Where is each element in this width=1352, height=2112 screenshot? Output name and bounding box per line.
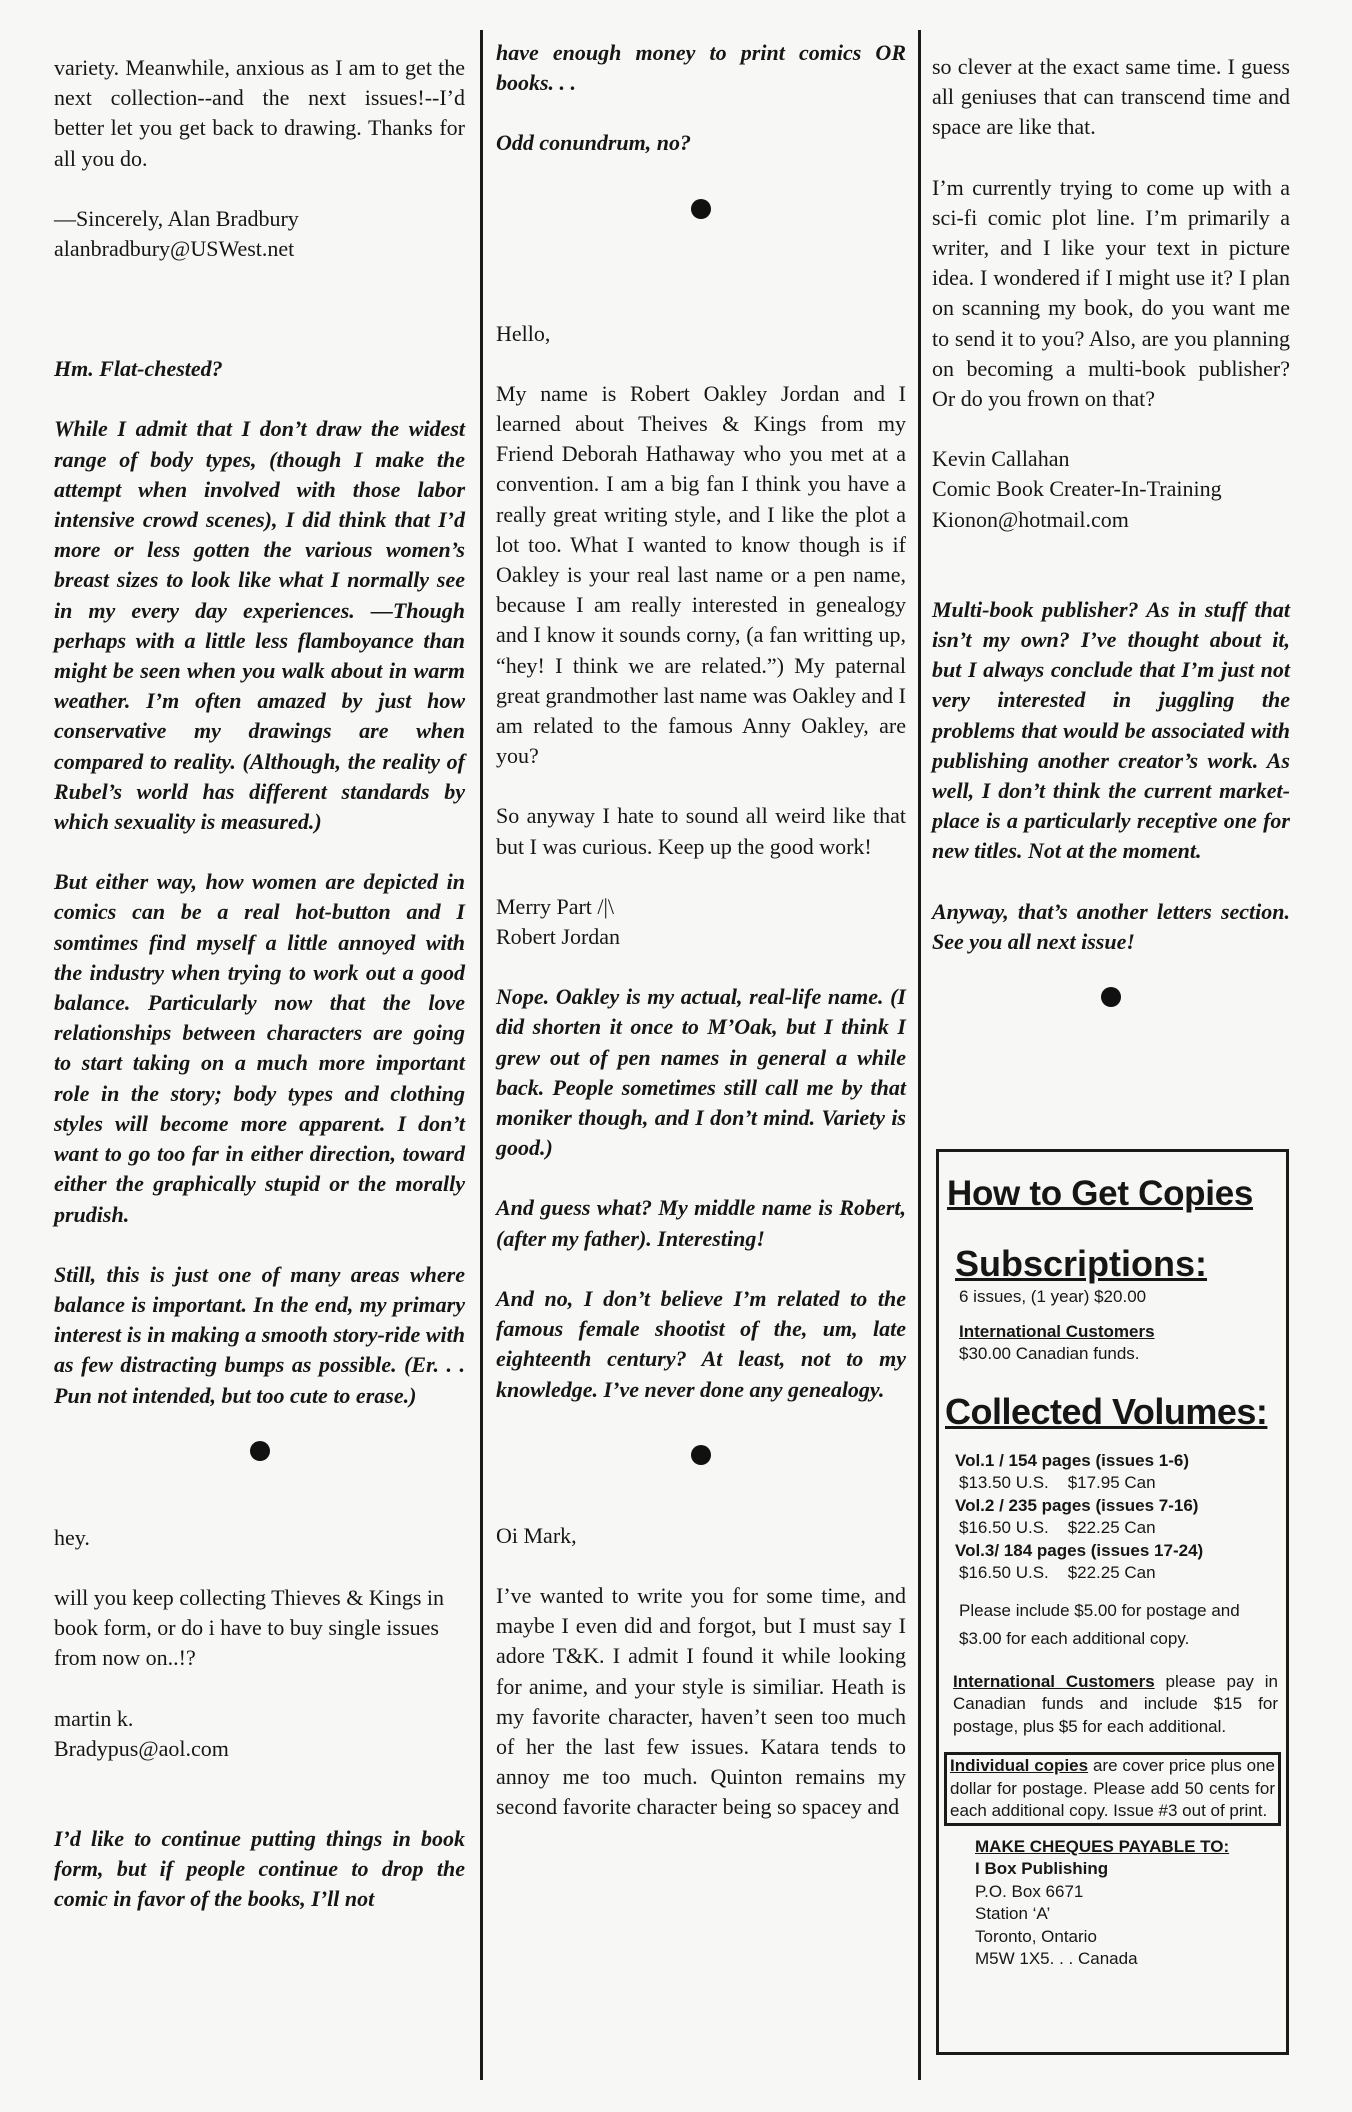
reply-text: have enough money to print comics OR books. . . <box>496 40 906 96</box>
letter-email: Bradypus@aol.com <box>54 1735 229 1761</box>
section-bullet <box>691 1445 711 1465</box>
subscriptions-heading: Subscriptions: <box>955 1243 1208 1284</box>
letter-signature: —Sincerely, Alan Bradbury <box>54 205 299 231</box>
letter-email: Kionon@hotmail.com <box>932 506 1129 532</box>
reply-text: And guess what? My middle name is Robert, (after my father). Interesting! <box>496 1195 906 1251</box>
postage-line: Please include $5.00 for postage and <box>959 1600 1240 1620</box>
column-1 <box>54 53 465 1945</box>
volume-title: Vol.1 / 154 pages (issues 1-6) <box>955 1450 1190 1470</box>
volume-price-us: $16.50 U.S. <box>959 1518 1049 1537</box>
cheques-heading: MAKE CHEQUES PAYABLE TO: <box>975 1836 1230 1856</box>
cheque-address <box>975 1836 1278 1971</box>
intl-price: $30.00 Canadian funds. <box>959 1344 1140 1363</box>
letter-signature-title: Comic Book Creater-In-Training <box>932 476 1222 502</box>
column-divider-left <box>480 30 483 2080</box>
reply-text: I’d like to continue putting things in book form, but if people continue to drop the comic in favor of the books, I’ll not <box>54 1825 465 1912</box>
letter-text: So anyway I hate to sound all weird like that but I was curious. Keep up the good work! <box>496 803 906 859</box>
reply-text: But either way, how women are depicted in comics can be a real hot-button and I somtimes find myself a little annoyed with the industry when trying to work out a good balance. Particularly now that the love relationships between characters are going to start taking on a much more important role in the story; body types and clothing styles will become more apparent. I don’t want to go too far in either direction, toward either the graphically stupid or the morally prudish. <box>54 869 465 1227</box>
reply-text: Still, this is just one of many areas where balance is important. In the end, my primary interest is in making a smooth story-ride with as few distracting bumps as possible. (Er. . . Pun not intended, but too cute to erase.) <box>54 1261 465 1408</box>
section-bullet <box>1101 987 1121 1007</box>
reply-text: Multi-book publisher? As in stuff that isn’t my own? I’ve thought about it, but I always conclude that I’m just not very interested in juggling the problems that would be associated with publishing another creator’s work. As well, I don’t think the current market-place is a particularly receptive one for new titles. Not at the moment. <box>932 596 1290 864</box>
volume-price-can: $22.25 Can <box>1067 1518 1156 1537</box>
reply-text: Hm. Flat-chested? <box>54 356 223 382</box>
section-bullet <box>250 1441 270 1461</box>
letter-signature: martin k. <box>54 1705 134 1731</box>
letter-email: alanbradbury@USWest.net <box>54 236 295 262</box>
letter-text: I’ve wanted to write you for some time, and maybe I even did and forgot, but I must say I adore T&K. I admit I found it while looking for anime, and your style is similiar. Heath is my favorite character, haven’t seen too much of her the last few issues. Katara tends to annoy me too much. Quinton remains my second favorite character being so spacey and <box>496 1582 906 1820</box>
letter-signature: Robert Jordan <box>496 924 621 950</box>
intl-customers-label: International Customers <box>959 1321 1155 1341</box>
letter-text: My name is Robert Oakley Jordan and I learned about Theives & Kings from my Friend Deborah Hathaway who you met at a convention. I am a big fan I think you have a really great writing style, and I like the plot a lot too. What I wanted to know though is if Oakley is your real last name or a pen name, because I am really interested in genealogy and I know it sounds corny, (a fan writting up, “hey! I think we are related.”) My paternal great grandmother last name was Oakley and I am related to the famous Anny Oakley, are you? <box>496 380 906 769</box>
how-to-get-copies-box <box>936 1149 1289 2055</box>
subscription-price: 6 issues, (1 year) $20.00 <box>959 1287 1147 1306</box>
address-line: M5W 1X5. . . Canada <box>975 1949 1138 1968</box>
letter-signature: Kevin Callahan <box>932 446 1070 472</box>
reply-text: Odd conundrum, no? <box>496 130 692 156</box>
volume-price-can: $22.25 Can <box>1067 1563 1156 1582</box>
postage-line: $3.00 for each additional copy. <box>959 1628 1190 1648</box>
intl-postage-note <box>953 1671 1278 1739</box>
reply-text: While I admit that I don’t draw the widest range of body types, (though I make the attempt when involved with those labor intensive crowd scenes), I did think that I’d more or less gotten the various women’s breast sizes to look like what I normally see in my every day experiences. —Though perhaps with a little less flamboyance than might be seen when you walk about in warm weather. I’m often amazed by just how conservative my drawings are when compared to reality. (Although, the reality of Rubel’s world has different standards by which sexuality is measured.) <box>54 416 465 835</box>
section-bullet <box>691 199 711 219</box>
reply-text: Anyway, that’s another letters section. See you all next issue! <box>932 898 1290 954</box>
column-2 <box>496 38 906 1853</box>
letter-closing: Merry Part /|\ <box>496 893 615 919</box>
volume-title: Vol.2 / 235 pages (issues 7-16) <box>955 1495 1199 1515</box>
intl-postage-text: please pay in Canadian funds and include $15 for postage, plus $5 for each additional. <box>953 1671 1278 1736</box>
individual-copies-box <box>944 1752 1281 1826</box>
letter-text: variety. Meanwhile, anxious as I am to get the next collection--and the next issues!--I’d better let you get back to drawing. Thanks for all you do. <box>54 55 465 171</box>
column-divider-right <box>918 30 921 2080</box>
reply-text: And no, I don’t believe I’m related to the famous female shootist of the, um, late eighteenth century? At least, not to my knowledge. I’ve never done any genealogy. <box>496 1285 906 1402</box>
letter-text: I’m currently trying to come up with a sci-fi comic plot line. I’m primarily a writer, and I like your text in picture idea. I wondered if I might use it? I plan on scanning my book, do you want me to send it to you? Also, are you planning on becoming a multi-book publisher? Or do you frown on that? <box>932 174 1290 412</box>
individual-copies-text: are cover price plus one dollar for postage. Please add 50 cents for each additional copy. Issue #3 out of print. <box>950 1756 1275 1820</box>
column-3 <box>932 52 1290 1007</box>
address-line: P.O. Box 6671 <box>975 1881 1084 1901</box>
reply-text: Nope. Oakley is my actual, real-life name. (I did shorten it once to M’Oak, but I think I grew out of pen names in general a while back. People sometimes still call me by that moniker though, and I don’t mind. Variety is good.) <box>496 984 906 1161</box>
volume-price-can: $17.95 Can <box>1067 1473 1156 1492</box>
collected-volumes-heading: Collected Volumes: <box>945 1390 1268 1432</box>
letter-text: so clever at the exact same time. I guess all geniuses that can transcend time and space are like that. <box>932 54 1290 140</box>
box-title: How to Get Copies <box>947 1174 1254 1213</box>
letter-greeting: hey. <box>54 1524 90 1550</box>
individual-copies-label: Individual copies <box>950 1756 1089 1775</box>
address-line: Toronto, Ontario <box>975 1926 1097 1946</box>
letter-greeting: Hello, <box>496 320 551 346</box>
volume-title: Vol.3/ 184 pages (issues 17-24) <box>955 1540 1204 1560</box>
volume-price-us: $16.50 U.S. <box>959 1563 1049 1582</box>
intl-customers-label: International Customers <box>953 1671 1155 1691</box>
publisher-name: I Box Publishing <box>975 1859 1109 1878</box>
letter-greeting: Oi Mark, <box>496 1522 577 1548</box>
address-line: Station ‘A’ <box>975 1904 1051 1923</box>
postage-note <box>959 1597 1278 1653</box>
letter-text: will you keep collecting Thieves & Kings in book form, or do i have to buy single issues from now on..!? <box>54 1584 445 1671</box>
volume-price-us: $13.50 U.S. <box>959 1473 1049 1492</box>
